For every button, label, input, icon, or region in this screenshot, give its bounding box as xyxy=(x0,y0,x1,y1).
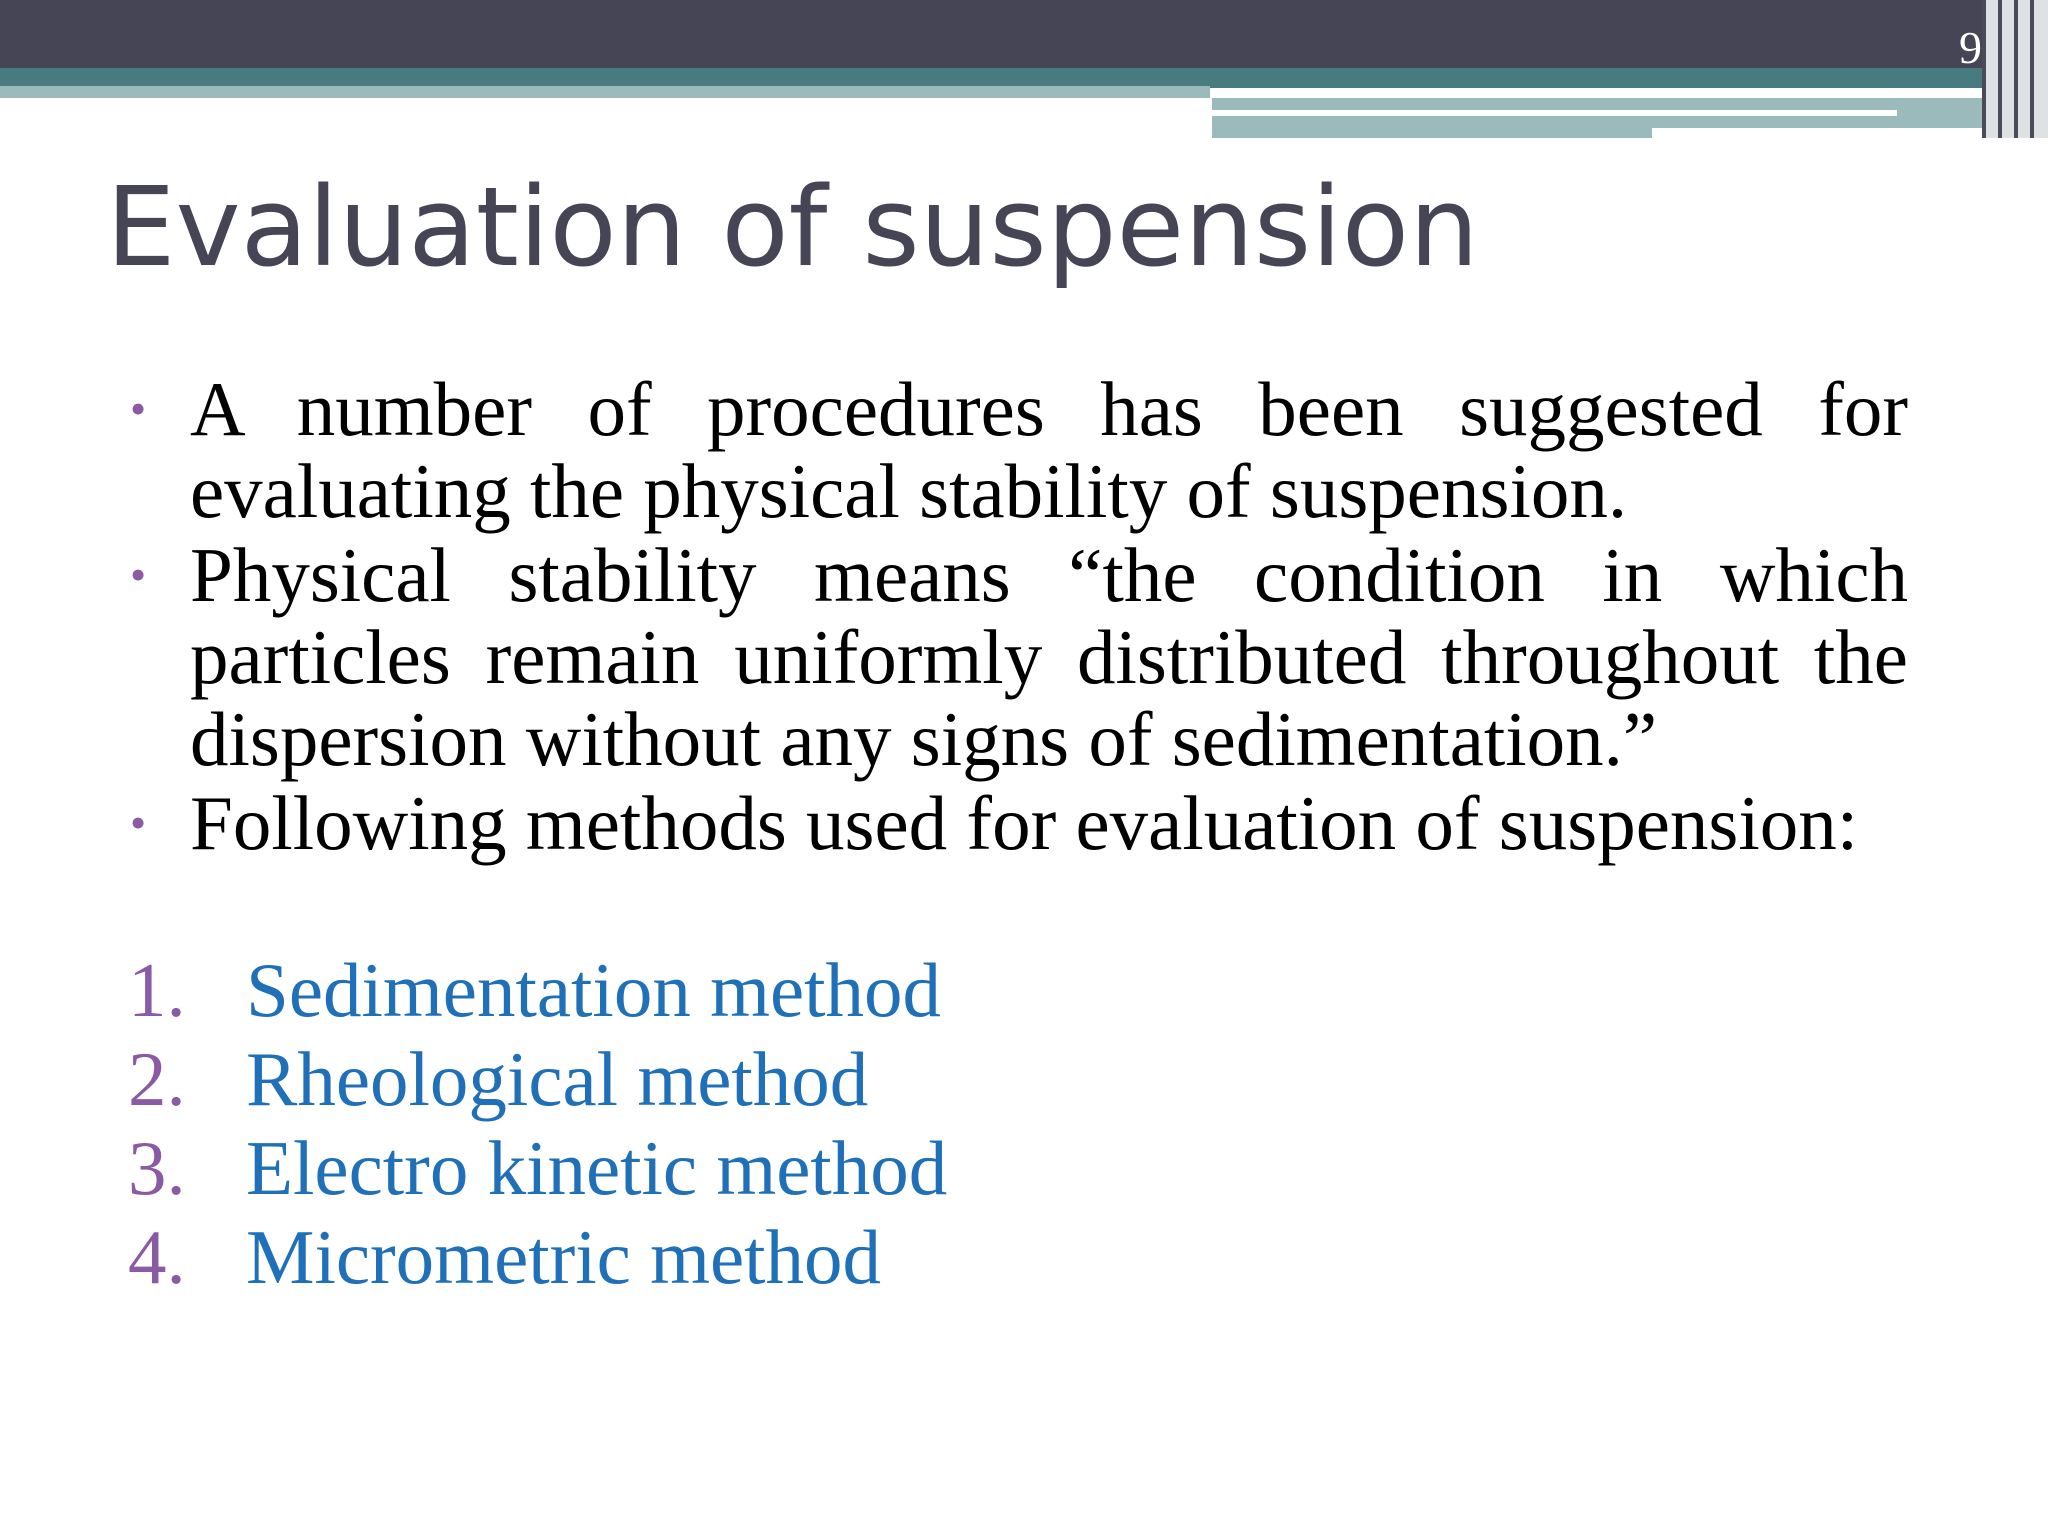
header-edge-line xyxy=(1998,0,2002,138)
bullet-item xyxy=(120,782,1908,864)
header-band-light xyxy=(0,86,1210,98)
bullet-marker-icon: • xyxy=(130,797,147,848)
method-label: Rheological method xyxy=(246,1036,869,1122)
slide-number: 9 xyxy=(1959,22,1982,73)
slide-title: Evaluation of suspension xyxy=(106,163,1479,291)
method-number: 1. xyxy=(128,947,186,1033)
header-band-teal xyxy=(0,68,2048,88)
header-band-dark xyxy=(0,0,2048,68)
method-number: 4. xyxy=(128,1214,186,1300)
method-label: Sedimentation method xyxy=(246,947,942,1033)
bullet-list xyxy=(120,368,1908,866)
method-number: 3. xyxy=(128,1125,186,1211)
header-stripe xyxy=(1212,110,1897,116)
header-stripe xyxy=(1652,128,1982,138)
header-edge-line xyxy=(1982,0,1986,138)
method-label: Electro kinetic method xyxy=(246,1125,948,1211)
bullet-marker-icon: • xyxy=(130,383,147,434)
header-edge-line xyxy=(2030,0,2034,138)
header-edge-line xyxy=(2014,0,2018,138)
bullet-text: A number of procedures has been suggested for evaluating the physical stability of suspension. xyxy=(190,366,1908,534)
bullet-item xyxy=(120,534,1908,780)
method-number: 2. xyxy=(128,1036,186,1122)
bullet-marker-icon: • xyxy=(130,549,147,600)
bullet-item xyxy=(120,368,1908,532)
bullet-text: Physical stability means “the condition in which particles remain uniformly distributed throughout the dispersion without any signs of sedimentation.” xyxy=(190,532,1908,782)
method-label: Micrometric method xyxy=(246,1214,882,1300)
bullet-text: Following methods used for evaluation of suspension: xyxy=(190,780,1859,866)
